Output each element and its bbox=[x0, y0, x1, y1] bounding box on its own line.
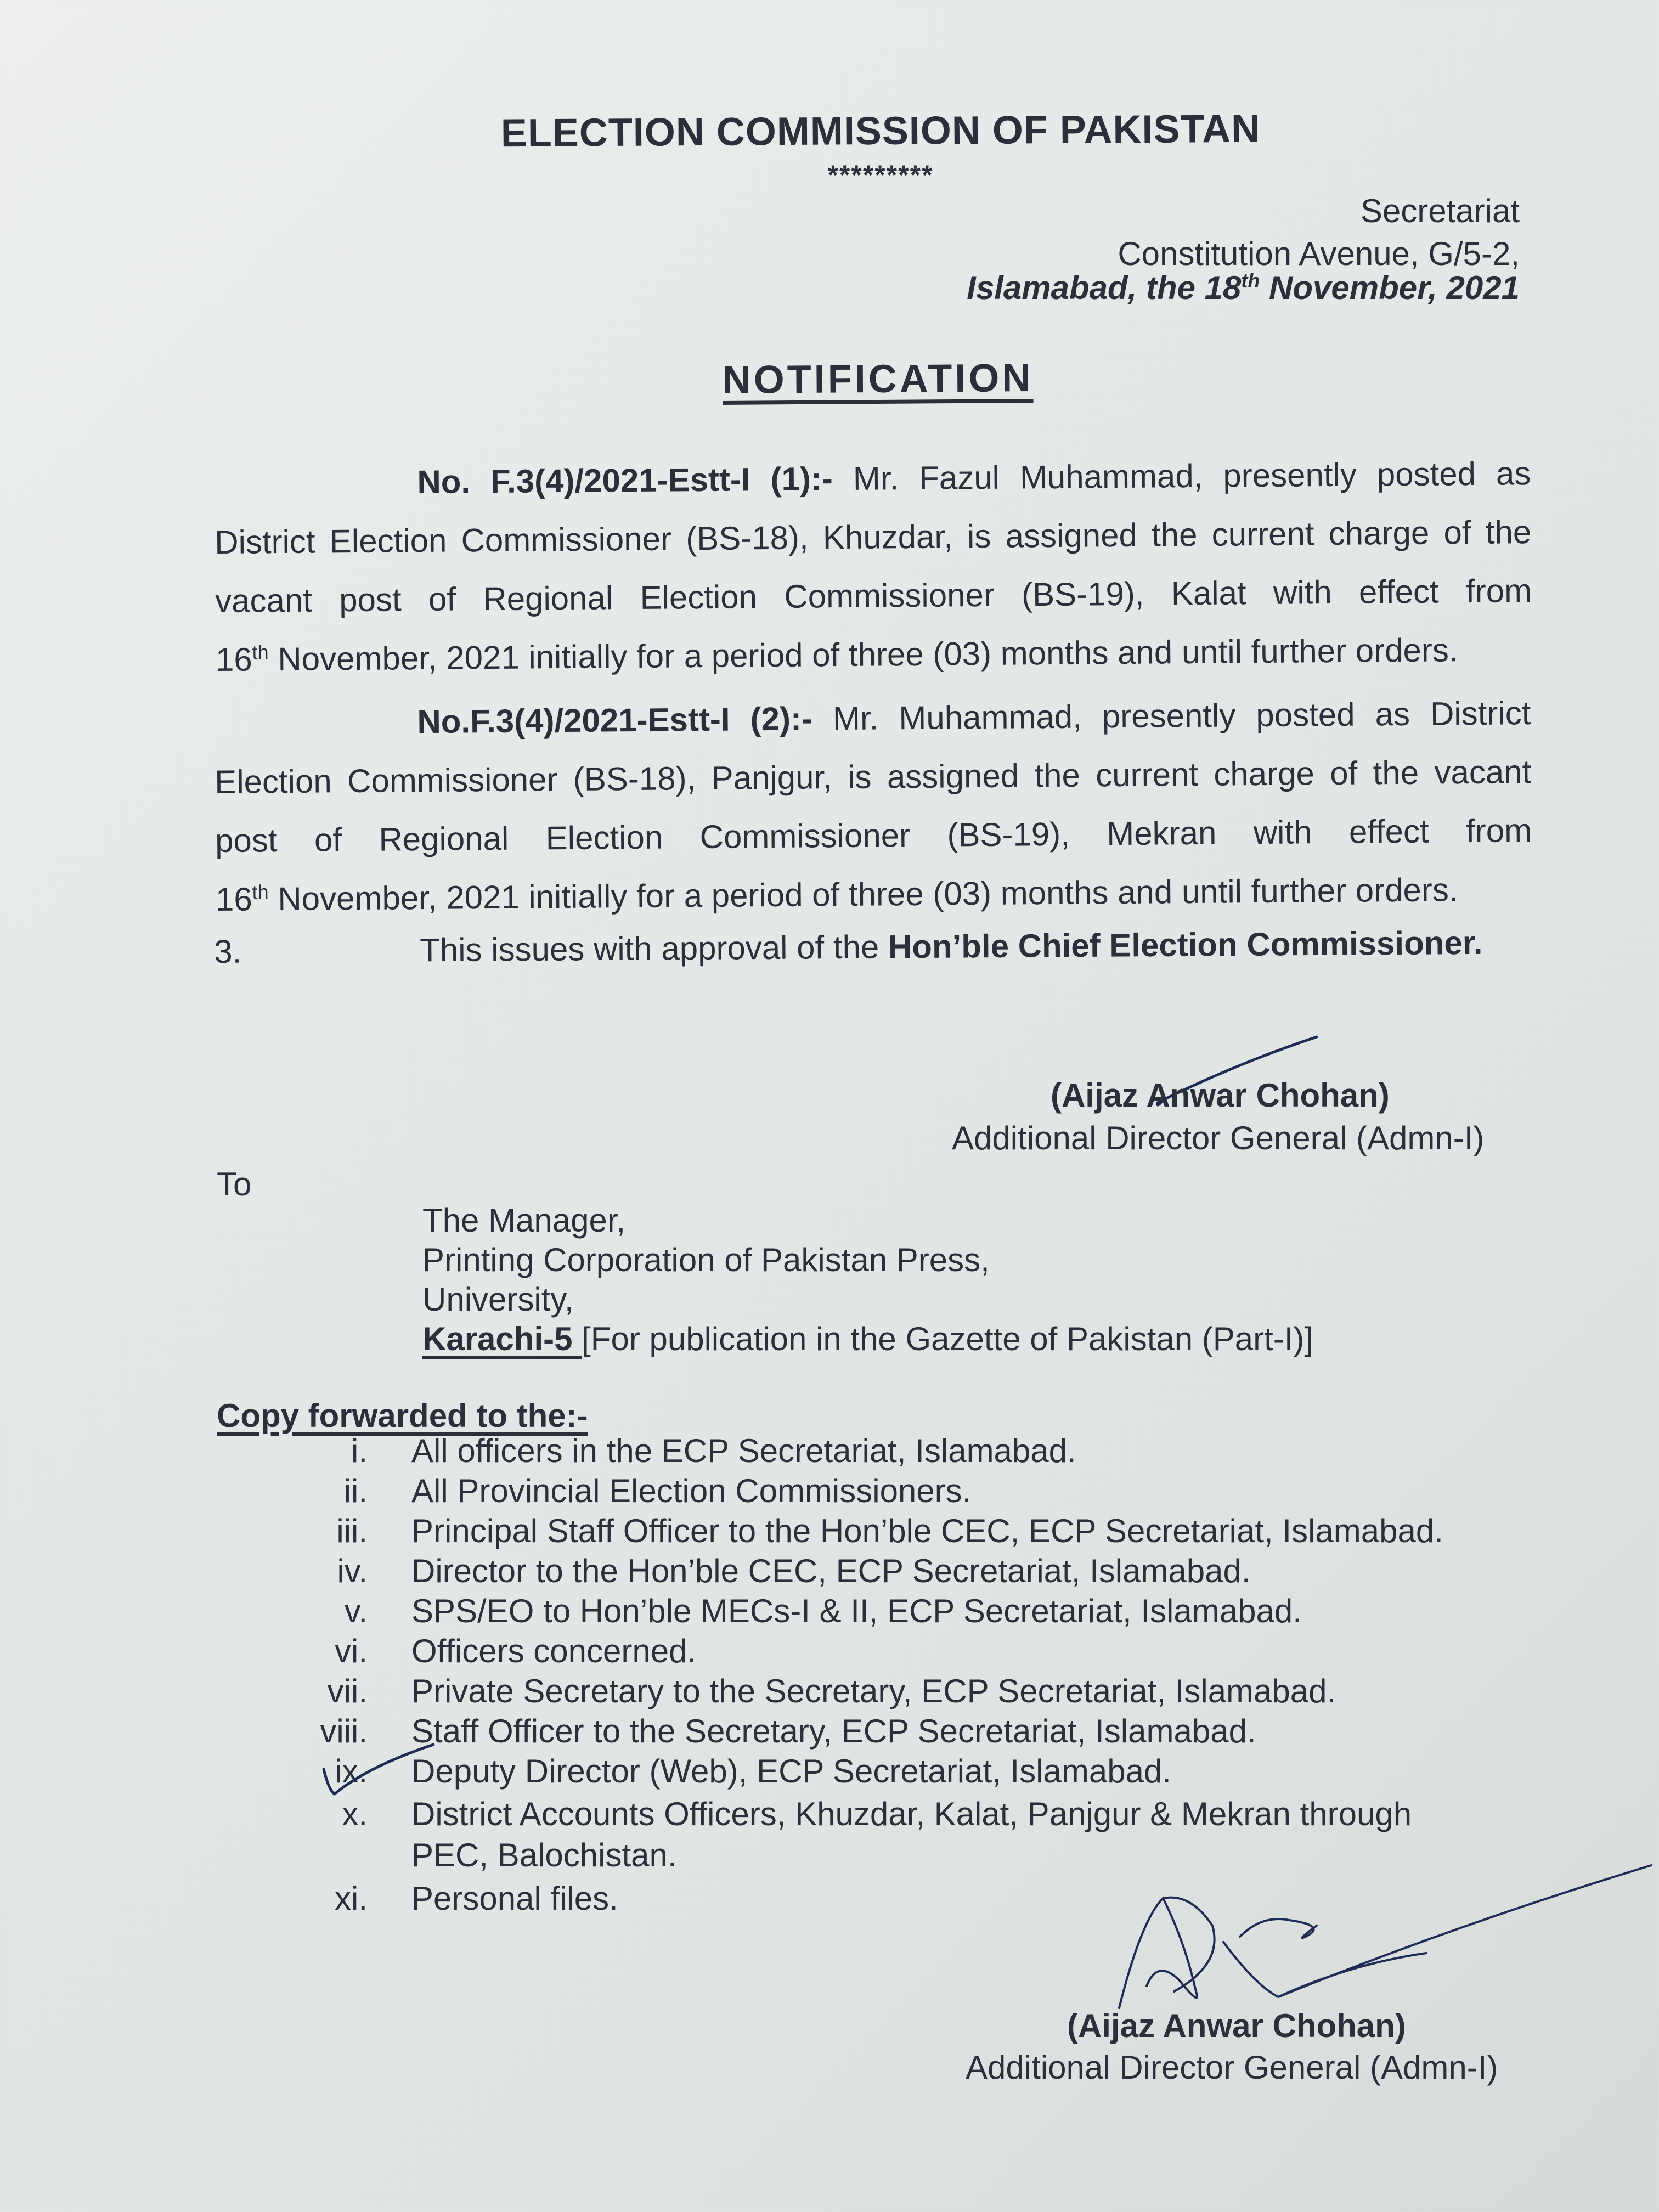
title-separator: ********* bbox=[827, 160, 934, 190]
signatory-designation-2: Additional Director General (Admn-I) bbox=[966, 2049, 1498, 2086]
signature-scribble-2 bbox=[1097, 1854, 1657, 2019]
address-line-2: Constitution Avenue, G/5-2, bbox=[1118, 235, 1520, 272]
reference-number-1: No. F.3(4)/2021-Estt-I (1):- bbox=[417, 460, 833, 501]
recipient-line-1: The Manager, bbox=[422, 1202, 626, 1239]
signatory-name-2: (Aijaz Anwar Chohan) bbox=[1067, 2007, 1406, 2044]
recipient-line-2: Printing Corporation of Pakistan Press, bbox=[422, 1242, 990, 1278]
to-label: To bbox=[217, 1166, 252, 1203]
notification-heading: NOTIFICATION bbox=[722, 356, 1034, 402]
pen-check-mark bbox=[318, 1739, 439, 1799]
paragraph-2: No.F.3(4)/2021-Estt-I (2):- Mr. Muhammad, presently posted as District Election Commissioner (BS-18), Panjgur, is assigned the current charge of the vacant post of Regional Election Commissioner (BS-19), Mekran with effect from 16th November, 2021 initially for a period of three (03) months and until further orders. bbox=[214, 695, 1532, 918]
recipient-line-4: Karachi-5 [For publication in the Gazette of Pakistan (Part-I)] bbox=[422, 1321, 1314, 1357]
address-line-1: Secretariat bbox=[1360, 193, 1520, 229]
reference-number-2: No.F.3(4)/2021-Estt-I (2):- bbox=[417, 700, 813, 741]
recipient-line-3: University, bbox=[422, 1281, 574, 1318]
copy-forwarded-heading: Copy forwarded to the:- bbox=[217, 1397, 588, 1434]
paragraph-1: No. F.3(4)/2021-Estt-I (1):- Mr. Fazul Muhammad, presently posted as District Election Commissioner (BS-18), Khuzdar, is assigned the current charge of the vacant post of Regional Election Commissioner (BS-19), Kalat with effect from 16th November, 2021 initially for a period of three (03) months and until further orders. bbox=[214, 455, 1532, 678]
signatory-designation-1: Additional Director General (Admn-I) bbox=[952, 1120, 1485, 1156]
signatory-name-1: (Aijaz Anwar Chohan) bbox=[1051, 1077, 1390, 1114]
notification-document: ELECTION COMMISSION OF PAKISTAN ********* Secretariat Constitution Avenue, G/5-2, Islamabad, the 18th November, 2021 NOTIFICATION No. F.3(4)/2021-Estt-I (1):- Mr. Fazul Muhammad, presently posted as District Election Commissioner (BS-18), Khuzdar, is assigned the current charge of the vacant post of Regional Election Commissioner (BS-19), Kalat with effect from 16th November, 2021 initially for a period of three (03) months and until further orders. No.F.3(4)/2021-Estt-I (2):- Mr. Muhammad, presently posted as District Election Commissioner (BS-18), Panjgur, is assigned the current charge of the vacant post of Regional Election Commissioner (BS-19), Mekran with effect from 16th November, 2021 initially for a period of three (03) months and until further orders. 3. This issues with approval of the Hon’ble Chief Election Commissioner. (Aijaz Anwar Chohan) Additional Director General (Admn-I) To The Manager, Printing Corporation of Pakistan Press, University, Karachi-5 [For publication in the Gazette of Pakistan (Part-I)] Copy forwarded to the:- i. All officers in the ECP Secretariat, Islamabad. ii. All Provincial Election Commissioners. iii. Principal Staff Officer to the Hon’ble CEC, ECP Secretariat, Islamabad. iv. Director to the Hon’ble CEC, ECP Secretariat, Islamabad. v. SPS/EO to Hon’ble MECs-I & II, ECP Secretariat, Islamabad. vi. Officers concerned. vii. Private Secretary to the Secretary, ECP Secretariat, Islamabad. viii. Staff Officer to the Secretary, ECP Secretariat, Islamabad. ix. Deputy Director (Web), ECP Secretariat, Islamabad. x. District Accounts Officers, Khuzdar, Kalat, Panjgur & Mekran through PEC, Balochistan. xi. Personal files. (Aijaz Anwar Chohan) Additional Director General (Admn-I) bbox=[0, 0, 1659, 2212]
date-line: Islamabad, the 18th November, 2021 bbox=[967, 269, 1520, 306]
page-title: ELECTION COMMISSION OF PAKISTAN bbox=[500, 106, 1261, 156]
paragraph-3: 3. This issues with approval of the Hon’ble Chief Election Commissioner. bbox=[214, 924, 1483, 970]
